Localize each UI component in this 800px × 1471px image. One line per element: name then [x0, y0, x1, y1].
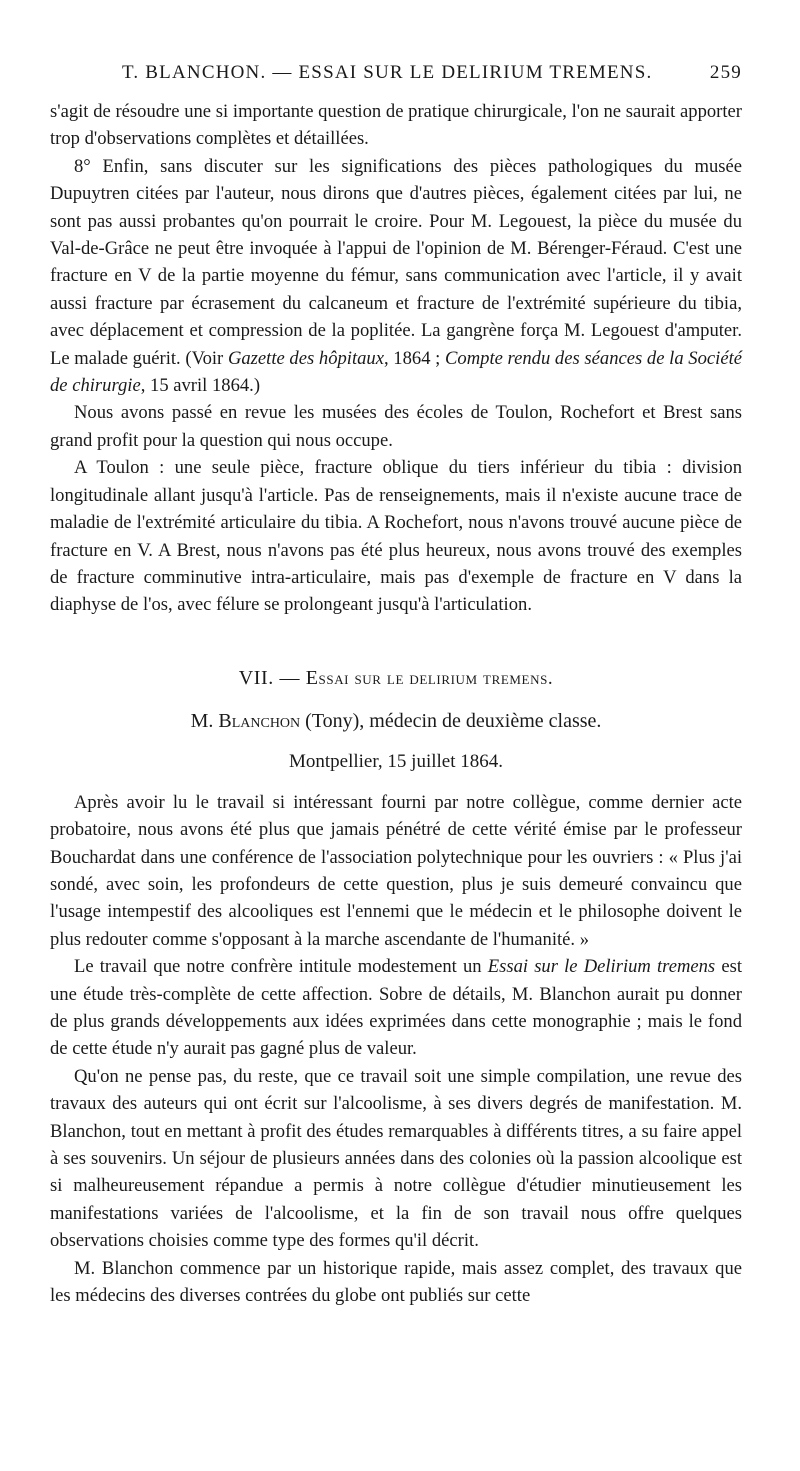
paragraph-6-text-a: Le travail que notre confrère intitule modestement un — [74, 956, 488, 978]
author-initial: M. — [190, 709, 219, 732]
paragraph-3: Nous avons passé en revue les musées des écoles de Toulon, Rochefort et Brest sans grand profit pour la question qui nous occupe. — [50, 402, 742, 451]
paragraph-2-text-a: 8° Enfin, sans discuter sur les significations des pièces pathologiques du musée Dupuytren citées par l'auteur, nous dirons que d'autres pièces, également citées par lui, ne sont pas aussi probantes qu'on pourrait le croire. Pour M. Legouest, la pièce du musée du Val-de-Grâce ne peut être invoquée à l'appui de l'opinion de M. Bérenger-Féraud. C'est une fracture en V de la partie moyenne du fémur, sans communication avec l'article, il y avait aussi fracture par écrasement du calcaneum et fracture de l'extrémité supérieure du tibia, avec déplacement et compression de la poplitée. La gangrène força M. Legouest d'amputer. Le malade guérit. (Voir — [50, 155, 742, 369]
paragraph-4: A Toulon : une seule pièce, fracture oblique du tiers inférieur du tibia : division longitudinale allant jusqu'à l'article. Pas de renseignements, mais il n'existe aucune trace de maladie de l'extrémité articulaire du tibia. A Rochefort, nous n'avons trouvé aucune pièce de fracture en V. A Brest, nous n'avons pas été plus heureux, nous avons trouvé des exemples de fracture comminutive intra-articulaire, mais pas d'exemple de fracture en V dans la diaphyse de l'os, avec félure se prolongeant jusqu'à l'articulation. — [50, 457, 742, 616]
running-title: T. BLANCHON. — ESSAI SUR LE DELIRIUM TREMENS. — [122, 62, 653, 83]
citation-compte-rendu: Compte rendu des séances de la Société de chirurgie — [50, 347, 742, 397]
paragraph-1: s'agit de résoudre une si importante question de pratique chirurgicale, l'on ne saurait apporter trop d'observations complètes et détaillées. — [50, 101, 742, 150]
author-details: (Tony), médecin de deuxième classe. — [300, 709, 602, 732]
paragraph-8: M. Blanchon commence par un historique rapide, mais assez complet, des travaux que les médecins des diverses contrées du globe ont publiés sur cette — [50, 1257, 742, 1307]
paragraph-2-text-c: , 15 avril 1864.) — [140, 375, 261, 397]
citation-gazette: Gazette des hôpitaux — [227, 347, 384, 369]
section-heading — [50, 667, 742, 690]
paragraph-5: Après avoir lu le travail si intéressant fourni par notre collègue, comme dernier acte probatoire, nous avons été plus que jamais pénétré de cette vérité émise par le professeur Bouchardat dans une conférence de l'association polytechnique pour les ouvriers : « Plus j'ai sondé, avec soin, les profondeurs de cette question, plus je suis demeuré convaincu que l'usage intempestif des alcooliques est l'ennemi que le médecin et le philosophe doivent le plus redouter comme s'opposant à la marche ascendante de l'humanité. » — [50, 791, 742, 950]
author-name: Blanchon — [218, 709, 301, 732]
paragraph-7: Qu'on ne pense pas, du reste, que ce travail soit une simple compilation, une revue des travaux des auteurs qui ont écrit sur l'alcoolisme, à ses divers degrés de manifestation. M. Blanchon, tout en mettant à profit des études remarquables à différents titres, a su faire appel à ses souvenirs. Un séjour de plusieurs années dans des colonies où la passion alcoolique est si malheureusement répandue a permis à notre collègue d'étudier minutieusement les manifestations variées de l'alcoolisme, et la fin de son travail nous offre quelques observations choisies comme type des formes qu'il décrit. — [50, 1065, 742, 1252]
paragraph-2-text-b: , 1864 ; — [383, 347, 446, 369]
author-line — [50, 710, 742, 733]
section-title-initial: E — [305, 666, 319, 689]
running-header — [50, 58, 742, 98]
page-number: 259 — [709, 62, 742, 83]
body-text-top — [50, 98, 742, 619]
paragraph-2 — [50, 153, 742, 400]
paragraph-6-text-b: est une étude très-complète de cette affection. Sobre de détails, M. Blanchon aurait pu donner de plus grands développements aux idées exprimées dans cette monographie ; mais le fond de cette étude n'y aurait pas gagné plus de valeur. — [50, 956, 742, 1060]
section-number: VII. — — [238, 666, 306, 689]
paragraph-6 — [50, 953, 742, 1063]
dateline: Montpellier, 15 juillet 1864. — [288, 750, 504, 772]
body-text-bottom — [50, 789, 742, 1310]
essay-title-italic: Essai sur le Delirium tremens — [487, 956, 716, 978]
section-title: ssai sur le delirium tremens. — [318, 667, 554, 689]
